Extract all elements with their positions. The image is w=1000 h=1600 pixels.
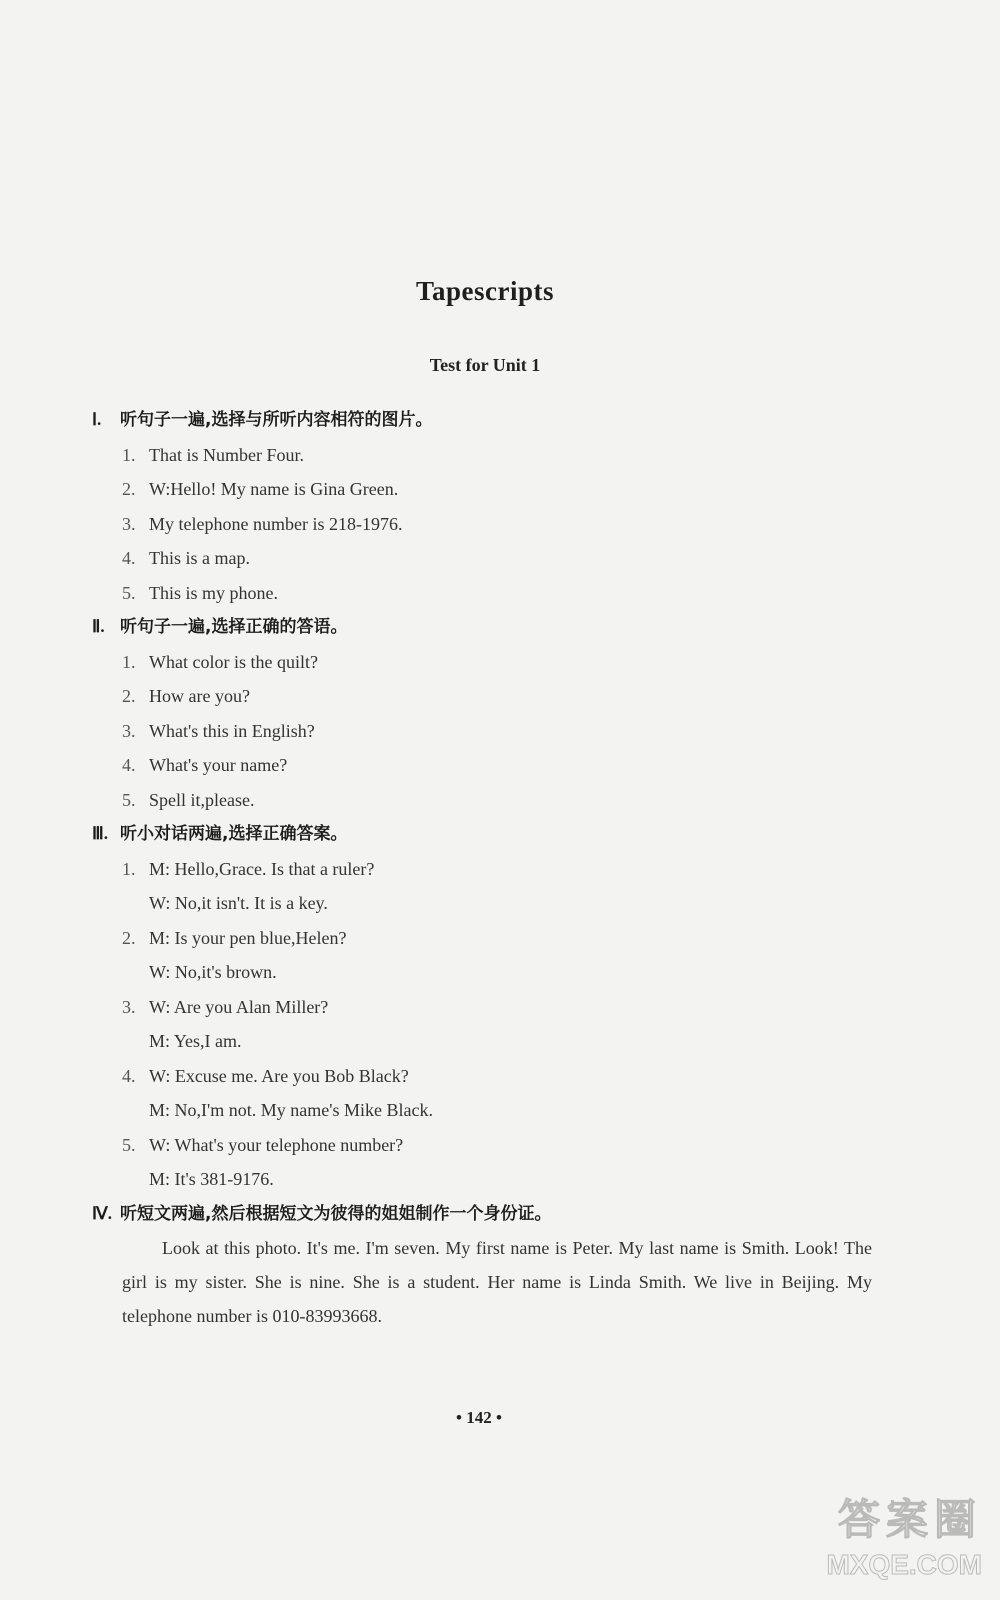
- watermark-logo: [802, 1487, 982, 1582]
- section-1-item: 3. My telephone number is 218-1976.: [122, 513, 403, 534]
- dialogue-line: 1. M: Hello,Grace. Is that a ruler?: [122, 858, 375, 879]
- section-2-item: 2. How are you?: [122, 686, 250, 706]
- section-1-item: 5. This is my phone.: [122, 582, 278, 603]
- page-number: • 142 •: [456, 1408, 502, 1427]
- section-2-item: 1. What color is the quilt?: [122, 651, 318, 672]
- dialogue-line: W: No,it isn't. It is a key.: [149, 893, 328, 913]
- dialogue-line: M: It's 381-9176.: [149, 1169, 274, 1189]
- watermark-url: MXQE.COM: [826, 1549, 982, 1580]
- dialogue-line: W: No,it's brown.: [149, 962, 277, 982]
- watermark-text: 答案圈: [837, 1495, 982, 1544]
- section-3-heading: [92, 817, 892, 852]
- dialogue-line: 3. W: Are you Alan Miller?: [122, 996, 329, 1017]
- dialogue-line: 5. W: What's your telephone number?: [122, 1134, 404, 1155]
- section-4-heading: [92, 1197, 892, 1232]
- dialogue-line: 2. M: Is your pen blue,Helen?: [122, 927, 347, 948]
- section-1-number: Ⅰ.: [92, 410, 102, 429]
- section-1-item: 1. That is Number Four.: [122, 444, 304, 465]
- section-4-number: Ⅳ.: [92, 1203, 112, 1223]
- section-3-number: Ⅲ.: [92, 824, 108, 843]
- tapescript-content: [92, 403, 892, 1333]
- section-1-item: 4. This is a map.: [122, 548, 250, 568]
- section-1-instruction: 听句子一遍,选择与所听内容相符的图片。: [120, 410, 433, 430]
- section-2-number: Ⅱ.: [92, 617, 105, 636]
- dialogue-line: 4. W: Excuse me. Are you Bob Black?: [122, 1065, 409, 1086]
- page-title: Tapescripts: [415, 276, 555, 306]
- section-1-heading: [92, 403, 892, 438]
- section-2-item: 5. Spell it,please.: [122, 789, 255, 810]
- section-3-instruction: 听小对话两遍,选择正确答案。: [120, 824, 348, 844]
- section-2-item: 3. What's this in English?: [122, 720, 315, 741]
- dialogue-line: M: Yes,I am.: [149, 1031, 242, 1051]
- dialogue-line: M: No,I'm not. My name's Mike Black.: [149, 1100, 433, 1120]
- listening-passage: Look at this photo. It's me. I'm seven. My first name is Peter. My last name is Smith. Look! The girl is my sister. She is nine. She is a student. Her name is Linda Smith. We live in Beijing. My telephone number is 010-83993668.: [122, 1238, 872, 1326]
- unit-title: Test for Unit 1: [429, 355, 541, 375]
- section-1-item: 2. W:Hello! My name is Gina Green.: [122, 479, 399, 499]
- section-4-instruction: 听短文两遍,然后根据短文为彼得的姐姐制作一个身份证。: [120, 1203, 552, 1224]
- section-2-item: 4. What's your name?: [122, 755, 288, 775]
- section-2-instruction: 听句子一遍,选择正确的答语。: [120, 617, 348, 637]
- section-2-heading: [92, 610, 892, 645]
